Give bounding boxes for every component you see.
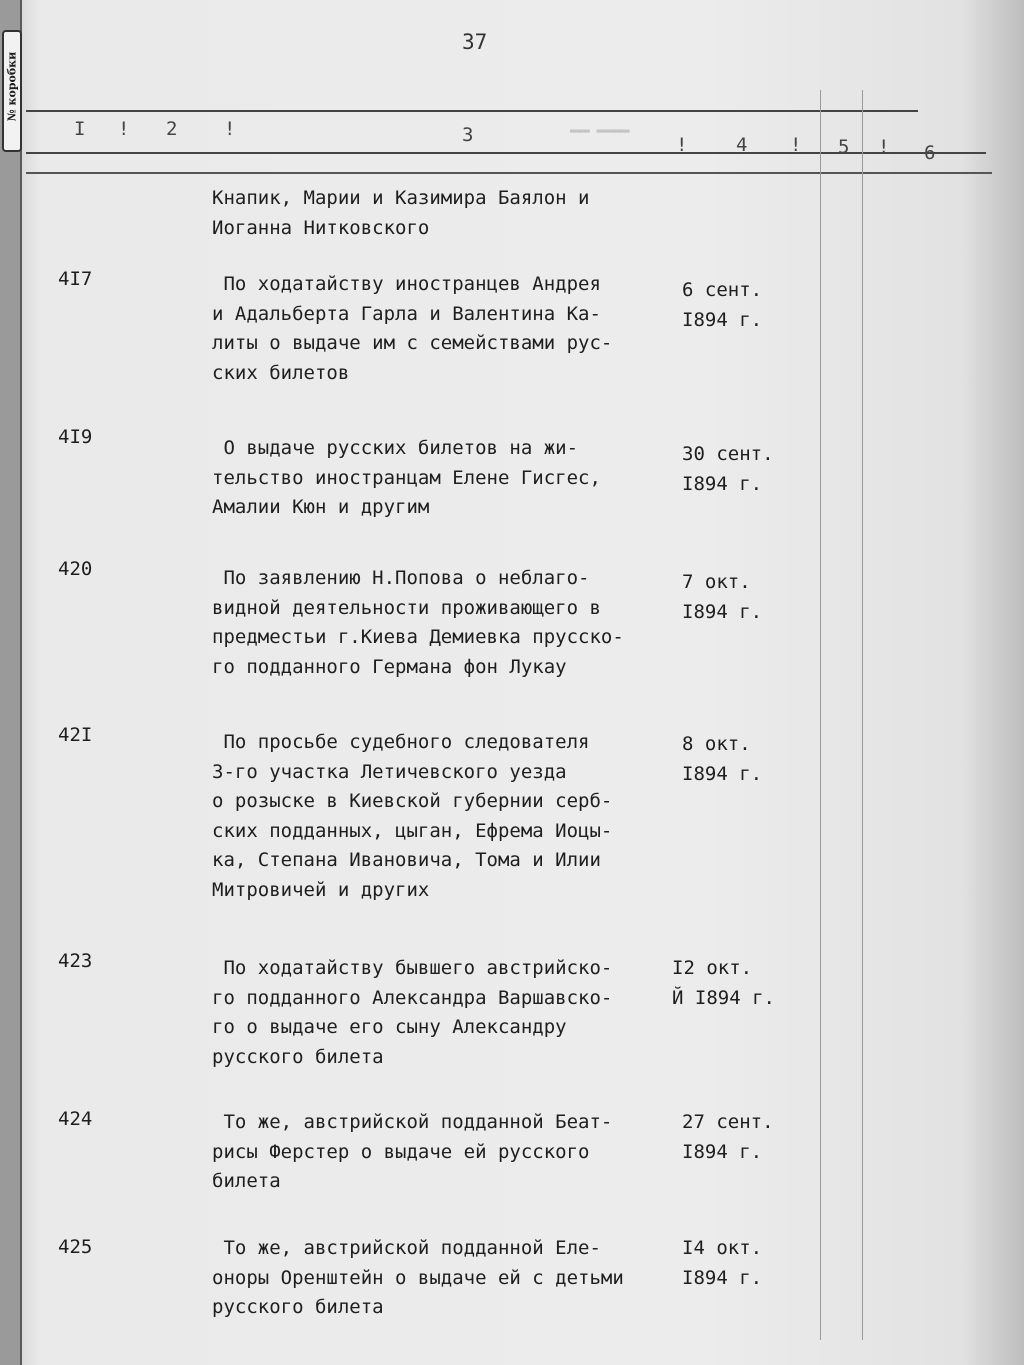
description-line: о розыске в Киевской губернии серб-: [212, 790, 613, 812]
header-separator: !: [118, 118, 130, 140]
date-line: 30 сент.: [682, 443, 774, 465]
column-rule: [862, 90, 863, 1340]
entry-date: [682, 440, 774, 499]
date-line: I894 г.: [682, 1266, 763, 1289]
description-line: русского билета: [212, 1045, 384, 1068]
description-line: По заявлению Н.Попова о неблаго-: [212, 567, 590, 589]
description-line: По просьбе судебного следователя: [212, 731, 590, 753]
header-bottom-rule: [26, 172, 992, 174]
entry-number: 4I7: [58, 268, 93, 290]
entry-date: [682, 1234, 762, 1293]
description-line: видной деятельности проживающего в: [212, 596, 601, 619]
entry-description: [212, 1108, 682, 1197]
box-label: № коробки: [5, 51, 19, 122]
description-line: О выдаче русских билетов на жи-: [212, 437, 579, 459]
header-col-2: 2: [166, 118, 178, 140]
entry-date: [682, 730, 762, 789]
description-line: и Адальберта Гарла и Валентина Ка-: [212, 302, 601, 325]
date-line: Й I894 г.: [672, 986, 775, 1009]
date-line: 27 сент.: [682, 1111, 774, 1133]
description-line: оноры Оренштейн о выдаче ей с детьми: [212, 1266, 624, 1289]
header-col-6: 6: [924, 142, 936, 164]
entry-description: [212, 434, 682, 523]
date-line: I2 окт.: [672, 957, 753, 979]
description-line: Кнапик, Марии и Казимира Баялон и: [212, 187, 590, 209]
header-col-5: 5: [838, 136, 850, 158]
binding-line: [20, 0, 22, 1365]
header-top-rule: [26, 110, 918, 112]
description-line: предместьи г.Киева Демиевка прусско-: [212, 626, 624, 648]
description-line: По ходатайству иностранцев Андрея: [212, 273, 601, 295]
date-line: I894 г.: [682, 600, 763, 623]
entry-number: 42I: [58, 724, 93, 746]
date-line: 6 сент.: [682, 279, 763, 301]
column-rule: [820, 90, 821, 1340]
date-line: 7 окт.: [682, 571, 751, 593]
entry-number: 424: [58, 1108, 93, 1130]
description-line: Митровичей и других: [212, 878, 430, 901]
description-line: го подданного Александра Варшавско-: [212, 986, 613, 1009]
entry-date: [672, 954, 775, 1013]
description-line: го подданного Германа фон Лукау: [212, 655, 567, 678]
header-separator: !: [224, 118, 236, 140]
description-line: По ходатайству бывшего австрийско-: [212, 957, 613, 979]
entry-date: [682, 568, 762, 627]
entry-description: [212, 564, 682, 682]
description-line: ка, Степана Ивановича, Тома и Илии: [212, 849, 601, 871]
entry-number: 423: [58, 950, 93, 972]
header-separator: !: [676, 134, 688, 156]
description-line: рисы Ферстер о выдаче ей русского: [212, 1140, 590, 1163]
description-line: ских подданных, цыган, Ефрема Иоцы-: [212, 819, 613, 842]
entry-description: [212, 270, 682, 388]
entry-number: 4I9: [58, 426, 93, 448]
entry-description: [212, 1234, 682, 1323]
entry-number: 420: [58, 558, 93, 580]
header-separator: !: [878, 136, 890, 158]
description-line: То же, австрийской подданной Еле-: [212, 1237, 601, 1259]
header-col-1: I: [74, 118, 86, 140]
header-col-3: 3: [462, 124, 474, 146]
entry-description: [212, 954, 682, 1072]
description-line: русского билета: [212, 1296, 384, 1318]
entry-description: [212, 184, 682, 243]
bleed-through-mark: ▬▬▬ ▬▬▬▬▬: [570, 124, 630, 137]
date-line: I894 г.: [682, 1140, 763, 1163]
page-edge: [0, 0, 22, 1365]
description-line: Амалии Кюн и другим: [212, 496, 430, 518]
entry-number: 425: [58, 1236, 93, 1258]
description-line: ских билетов: [212, 361, 350, 384]
description-line: билета: [212, 1170, 281, 1192]
date-line: I4 окт.: [682, 1237, 763, 1259]
description-line: тельство иностранцам Елене Гисгес,: [212, 466, 601, 489]
description-line: Иоганна Нитковского: [212, 216, 430, 239]
description-line: литы о выдаче им с семействами рус-: [212, 332, 613, 354]
date-line: I894 г.: [682, 762, 763, 785]
date-line: I894 г.: [682, 308, 763, 331]
entry-description: [212, 728, 682, 905]
entry-date: [682, 1108, 774, 1167]
date-line: I894 г.: [682, 472, 763, 495]
date-line: 8 окт.: [682, 733, 751, 755]
description-line: 3-го участка Летичевского уезда: [212, 760, 567, 783]
description-line: То же, австрийской подданной Беат-: [212, 1111, 613, 1133]
box-number-tab: [2, 30, 22, 152]
header-separator: !: [790, 134, 802, 156]
description-line: го о выдаче его сыну Александру: [212, 1016, 567, 1038]
page-number: 37: [462, 30, 488, 54]
entry-date: [682, 276, 762, 335]
header-col-4: 4: [736, 134, 748, 156]
